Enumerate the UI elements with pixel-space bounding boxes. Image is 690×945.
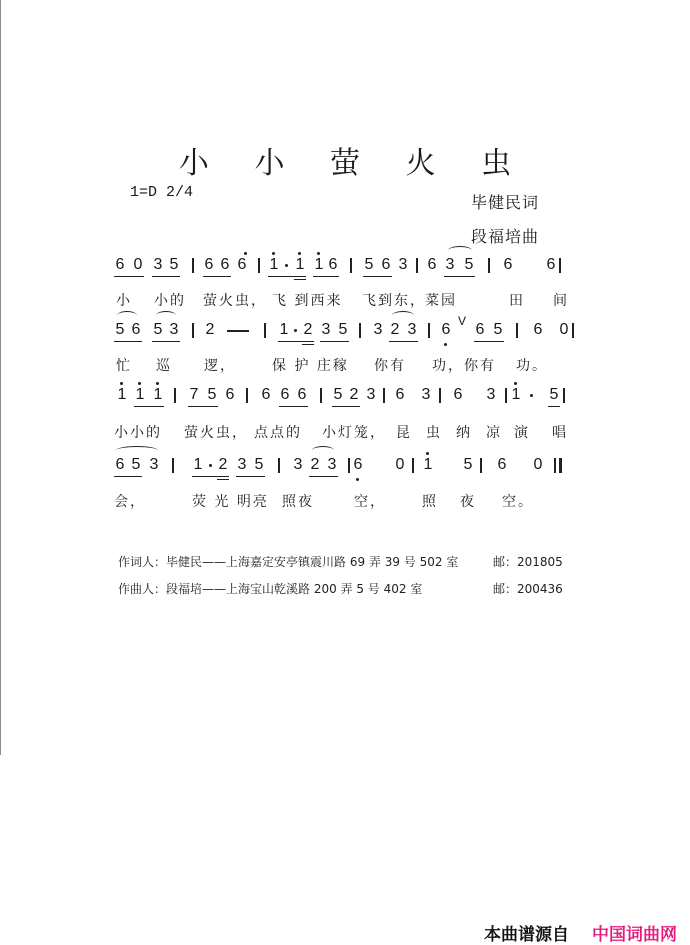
composer-postal-code: 邮：200436	[493, 582, 563, 596]
scan-edge	[0, 0, 1, 755]
lyricist-contact	[118, 553, 563, 570]
source-site-link[interactable]: 中国词曲网	[592, 925, 677, 945]
lyricist-credit: 毕健民词	[471, 193, 540, 212]
composer-contact	[118, 580, 563, 597]
lyricist-postal-code: 邮：201805	[493, 555, 563, 569]
score-line-1: 6 0 3 5 6 6 6 1 1 1 6 5 6 3 6 3 5 6 6	[112, 255, 572, 285]
lyric-line-3: 小小的 萤火虫， 点点的 小灯笼， 昆 虫 纳 凉 演 唱	[114, 425, 568, 441]
lyric-line-1: 小 小的 萤火虫， 飞 到西来 飞到东， 菜园 田 间	[116, 293, 569, 309]
score-line-4: 6 5 3 1 2 3 5 3 2 3 6 0 1 5 6 0	[112, 455, 572, 485]
score-line-3: 1 1 1 7 5 6 6 6 6 5 2 3 6 3 6 3 1 5	[112, 385, 572, 415]
source-prefix: 本曲谱源自	[484, 925, 569, 945]
score-line-2: 5 6 5 3 2 1 2 3 5 3 2 3 6 V 6 5 6 0	[112, 320, 572, 350]
composer-credit: 段福培曲	[471, 227, 540, 246]
song-title: 小 小 萤 火 虫	[178, 146, 530, 181]
key-time-signature: 1=D 2/4	[130, 184, 194, 201]
lyric-line-4: 会， 荧 光 明亮 照夜 空， 照 夜 空。	[114, 494, 534, 510]
composer-address: 作曲人：段福培——上海宝山乾溪路 200 弄 5 号 402 室	[118, 582, 423, 596]
lyricist-address: 作词人：毕健民——上海嘉定安亭镇震川路 69 弄 39 号 502 室	[118, 555, 459, 569]
lyric-line-2: 忙 巡 逻， 保 护 庄稼 你有 功，你有 功。	[116, 358, 548, 374]
